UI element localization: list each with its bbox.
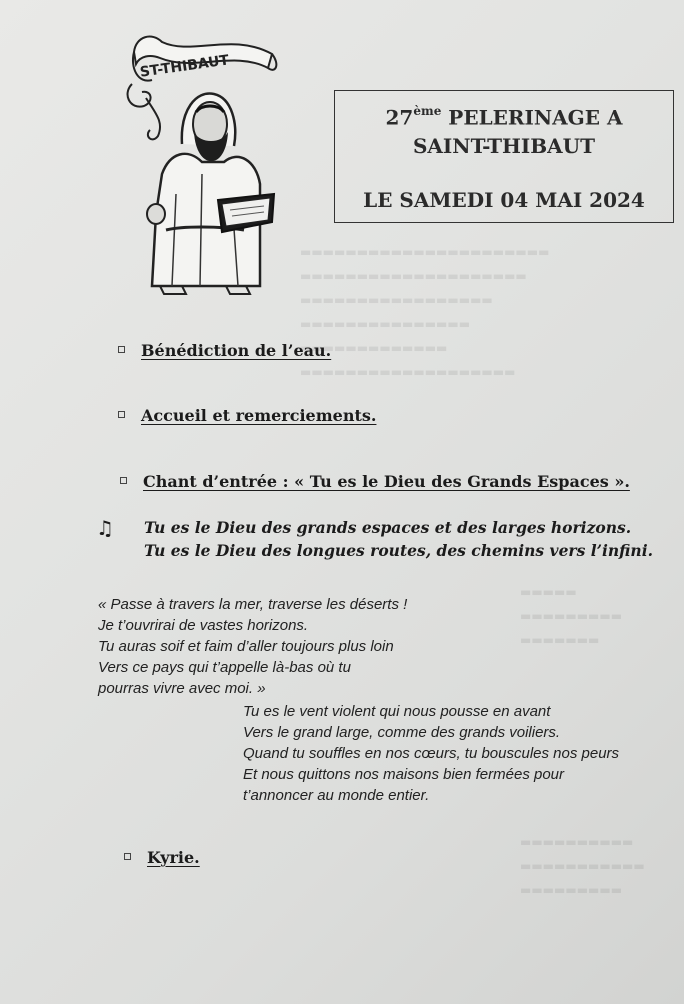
banner-text: ST-THIBAUT: [138, 52, 231, 81]
program-item-welcome: [118, 406, 376, 425]
verse-line: Vers le grand large, comme des grands voiliers.: [243, 724, 561, 741]
show-through-decoration-lower: ▬▬▬▬▬ ▬▬▬▬▬▬▬▬▬ ▬▬▬▬▬▬▬: [520, 585, 623, 647]
program-item-label: Chant d’entrée : « Tu es le Dieu des Grands Espaces ».: [143, 472, 630, 491]
verse-line: Tu auras soif et faim d’aller toujours plus loin: [98, 638, 394, 655]
title-line1-text: PELERINAGE A: [441, 105, 623, 130]
verse-line: Je t’ouvrirai de vastes horizons.: [98, 617, 309, 634]
ordinal-suffix: ème: [413, 104, 442, 118]
program-item-kyrie: [124, 848, 200, 867]
refrain-line: Tu es le Dieu des longues routes, des chemins vers l’infini.: [144, 541, 653, 560]
verse-line: Tu es le vent violent qui nous pousse en avant: [243, 703, 551, 720]
title-line-place: SAINT-THIBAUT: [412, 133, 596, 158]
monk-illustration: [122, 24, 282, 296]
song-refrain: [144, 516, 653, 562]
show-through-decoration: ▬▬▬▬▬▬▬▬▬▬▬▬▬▬▬▬▬▬▬▬▬▬ ▬▬▬▬▬▬▬▬▬▬▬▬▬▬▬▬▬▬▬▬ ▬▬▬▬▬▬▬▬▬▬▬▬▬▬▬▬▬ ▬▬▬▬▬▬▬▬▬▬▬▬▬▬▬ ▬▬▬▬▬▬▬▬▬▬▬▬▬ ▬▬▬▬▬▬▬▬▬▬▬▬▬▬▬▬▬▬▬: [300, 245, 550, 379]
square-bullet-icon: [118, 411, 125, 418]
music-note-icon: ♫: [96, 516, 114, 540]
program-item-blessing: [118, 341, 331, 360]
verse-line: t’annoncer au monde entier.: [243, 787, 430, 804]
song-verse-quote: [98, 594, 407, 699]
title-box: [334, 90, 674, 223]
program-item-label: Kyrie.: [147, 848, 200, 867]
verse-line: « Passe à travers la mer, traverse les déserts !: [98, 596, 408, 613]
verse-line: Et nous quittons nos maisons bien fermées pour: [243, 766, 565, 783]
title-line-pilgrimage: [335, 99, 673, 132]
refrain-line: Tu es le Dieu des grands espaces et des larges horizons.: [144, 518, 632, 537]
program-item-label: Bénédiction de l’eau.: [141, 341, 332, 360]
verse-line: pourras vivre avec moi. »: [98, 680, 266, 697]
square-bullet-icon: [118, 346, 125, 353]
show-through-decoration-bottom: ▬▬▬▬▬▬▬▬▬▬ ▬▬▬▬▬▬▬▬▬▬▬ ▬▬▬▬▬▬▬▬▬: [520, 835, 645, 897]
verse-line: Quand tu souffles en nos cœurs, tu bouscules nos peurs: [243, 745, 620, 762]
event-date: LE SAMEDI 04 MAI 2024: [363, 187, 645, 212]
saint-thibaut-logo: [122, 24, 282, 296]
program-item-entrance-song: [120, 472, 630, 491]
verse-line: Vers ce pays qui t’appelle là-bas où tu: [98, 659, 351, 676]
square-bullet-icon: [124, 853, 131, 860]
program-item-label: Accueil et remerciements.: [141, 406, 377, 425]
ordinal-number: 27: [385, 105, 414, 130]
song-verse-wind: [243, 701, 619, 806]
square-bullet-icon: [120, 477, 127, 484]
